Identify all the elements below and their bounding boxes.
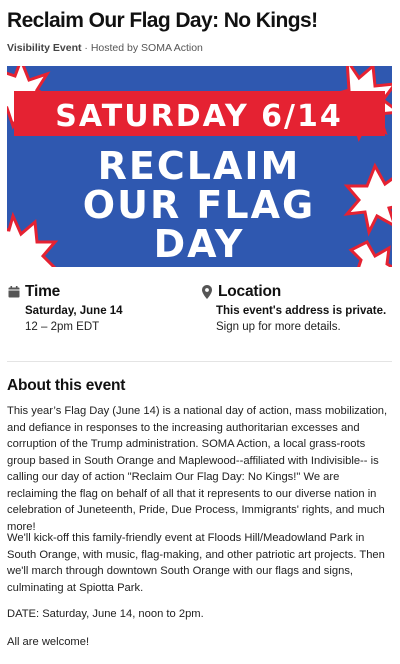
banner-graphic (7, 66, 392, 267)
about-paragraph-2: We'll kick-off this family-friendly event at Floods Hill/Meadowland Park in South Orange, with music, flag-making, and other patriotic art projects. Then we'll march through downtown South Orange with our flags and signs, culminating at Spiotta Park. (7, 532, 385, 594)
location-header (200, 282, 396, 302)
event-subtitle (7, 41, 203, 55)
host-label[interactable]: Hosted by SOMA Action (90, 42, 203, 54)
about-paragraph-3: DATE: Saturday, June 14, noon to 2pm. (7, 608, 204, 620)
banner-line-2: OUR FLAG (82, 183, 316, 227)
about-heading: About this event (7, 377, 126, 394)
banner-line-3: DAY (153, 222, 245, 266)
location-heading: Location (218, 283, 281, 300)
section-divider (7, 361, 392, 362)
time-section (7, 282, 197, 336)
about-paragraph-4: All are welcome! (7, 636, 90, 648)
banner-date-text: SATURDAY 6/14 (55, 99, 343, 134)
time-header (7, 282, 197, 302)
address-private-notice: This event's address is private. (216, 305, 387, 317)
signup-for-details: Sign up for more details. (216, 321, 341, 333)
time-heading: Time (25, 283, 61, 300)
subtitle-separator: · (81, 42, 91, 54)
banner-line-1: RECLAIM (97, 144, 301, 188)
event-title: Reclaim Our Flag Day: No Kings! (7, 9, 318, 32)
event-type-label: Visibility Event (7, 42, 82, 54)
event-date: Saturday, June 14 (25, 305, 123, 317)
about-paragraph-1: This year’s Flag Day (June 14) is a national day of action, mass mobilization, and defiance in responses to the increasing authoritarian excesses and corruption of the Trump administration. SOMA Action, a local grass-roots group based in South Orange and Maplewood--affiliated with Indivisible-- is calling our day of action "Reclaim Our Flag Day: No Kings!" We are reclaiming the flag on behalf of all that it represents to our diverse nation in celebration of Juneteenth, Pride, Due Process, Immigrants' rights, and much more! (7, 405, 388, 533)
calendar-icon (7, 284, 21, 300)
location-section (200, 282, 396, 336)
event-hours: 12 – 2pm EDT (25, 321, 100, 333)
event-banner-image (7, 66, 392, 267)
map-pin-icon (200, 284, 214, 300)
